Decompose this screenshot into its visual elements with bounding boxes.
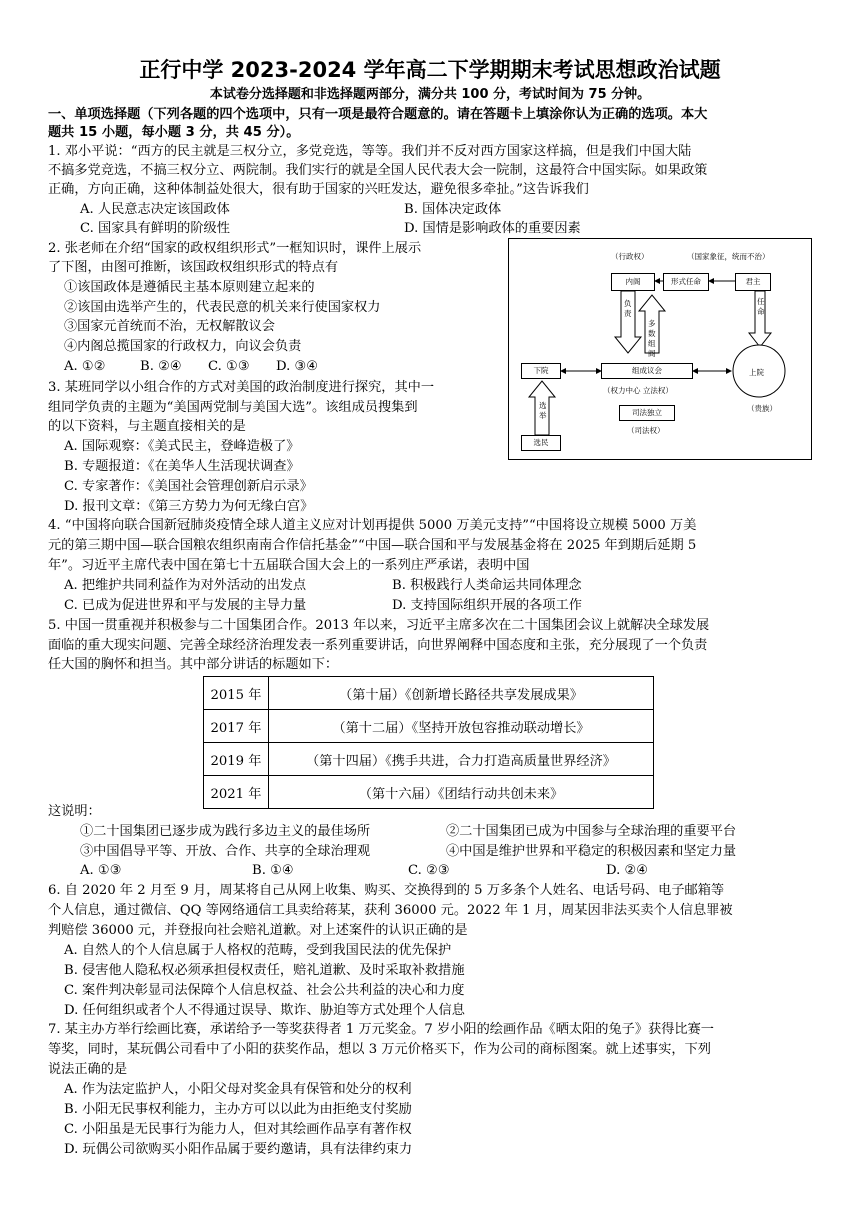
q6-option-b: B. 侵害他人隐私权必须承担侵权责任，赔礼道歉、及时采取补救措施	[64, 963, 465, 978]
q6-stem: 6. 自 2020 年 2 月至 9 月，周某将自己从网上收集、购买、交换得到的 5 万多条个人姓名、电话号码、电子邮箱等	[48, 883, 725, 898]
exam-title: 正行中学 2023-2024 学年高二下学期期末考试思想政治试题	[139, 58, 721, 82]
q1-option-a: A. 人民意志决定该国政体	[80, 202, 230, 217]
q4-option-b: B. 积极践行人类命运共同体理念	[392, 578, 582, 593]
q7-option-a: A. 作为法定监护人，小阳父母对奖金具有保管和处分的权利	[64, 1082, 412, 1097]
q1-stem: 1. 邓小平说：“西方的民主就是三权分立，多党竞选，等等。我们并不反对西方国家这样搞，但是我们中国大陆	[48, 144, 692, 159]
q1-option-b: B. 国体决定政体	[404, 202, 502, 217]
q5-explain: 这说明：	[48, 804, 101, 819]
table-title: （第十二届）《坚持开放包容推动联动增长》	[269, 710, 654, 743]
box-cabinet: 内阁	[611, 273, 655, 291]
q5-stem: 面临的重大现实问题、完善全球经济治理发表一系列重要讲话，向世界阐释中国态度和主张，充分展现了一个负责	[48, 638, 708, 653]
q3-stem: 3. 某班同学以小组合作的方式对美国的政治制度进行探究，其中一	[48, 380, 435, 395]
table-title: （第十六届）《团结行动共创未来》	[269, 776, 654, 809]
label-upper-house: 上院	[749, 368, 764, 377]
q1-stem: 不搞多党竞选，不搞三权分立、两院制。我们实行的就是全国人民代表大会一院制，这最符合中国实际。如果政策	[48, 163, 708, 178]
q4-stem: 元的第三期中国—联合国粮农组织南南合作信托基金”“中国—联合国和平与发展基金将在 2025 年到期后延期 5	[48, 538, 697, 553]
q4-option-c: C. 已成为促进世界和平与发展的主导力量	[64, 598, 307, 613]
q5-stem: 任大国的胸怀和担当。其中部分讲话的标题如下：	[48, 657, 339, 672]
q7-stem: 说法正确的是	[48, 1062, 128, 1077]
q3-option-d: D. 报刊文章：《第三方势力为何无缘白宫》	[64, 499, 314, 514]
q5-item-3: ③中国倡导平等、开放、合作、共享的全球治理观	[80, 844, 371, 859]
q2-option-b: B. ②④	[140, 359, 182, 374]
q3-option-a: A. 国际观察：《美式民主，登峰造极了》	[64, 439, 300, 454]
label-symbol: （国家象征，统而不治）	[687, 252, 770, 261]
label-nobles: （贵族）	[747, 404, 777, 413]
q5-option-a: A. ①③	[80, 863, 122, 878]
table-year: 2017 年	[204, 710, 269, 743]
q2-item-1: ①该国政体是遵循民主基本原则建立起来的	[64, 280, 315, 295]
label-executive: （行政权）	[611, 252, 649, 261]
q2-stem: 了下图，由图可推断，该国政权组织形式的特点有	[48, 260, 339, 275]
q7-option-d: D. 玩偶公司欲购买小阳作品属于要约邀请，具有法律约束力	[64, 1142, 413, 1157]
table-year: 2019 年	[204, 743, 269, 776]
q2-item-4: ④内阁总揽国家的行政权力，向议会负责	[64, 339, 302, 354]
table-row	[204, 743, 654, 776]
label-majority: 多数组阁	[648, 319, 656, 358]
q5-option-d: D. ②④	[606, 863, 649, 878]
box-judicial-independence: 司法独立	[619, 405, 675, 421]
g20-speech-table	[203, 676, 654, 809]
box-parliament: 组成议会	[601, 363, 693, 379]
box-monarch: 君主	[735, 273, 771, 291]
q5-option-c: C. ②③	[408, 863, 450, 878]
q1-option-d: D. 国情是影响政体的重要因素	[404, 221, 581, 236]
q7-stem: 7. 某主办方举行绘画比赛，承诺给予一等奖获得者 1 万元奖金。7 岁小阳的绘画作品《晒太阳的兔子》获得比赛一	[48, 1022, 714, 1037]
q7-option-c: C. 小阳虽是无民事行为能力人，但对其绘画作品享有著作权	[64, 1122, 412, 1137]
q2-option-c: C. ①③	[208, 359, 250, 374]
q7-stem: 等奖，同时，某玩偶公司看中了小阳的获奖作品，想以 3 万元价格买下，作为公司的商标图案。就上述事实，下列	[48, 1042, 711, 1057]
q3-stem: 的以下资料，与主题直接相关的是	[48, 419, 246, 434]
q5-item-2: ②二十国集团已成为中国参与全球治理的重要平台	[446, 824, 737, 839]
label-elect: 选举	[539, 401, 547, 420]
q6-option-a: A. 自然人的个人信息属于人格权的范畴，受到我国民法的优先保护	[64, 943, 452, 958]
q5-stem: 5. 中国一贯重视并积极参与二十国集团合作。2013 年以来，习近平主席多次在二十国集团会议上就解决全球发展	[48, 618, 710, 633]
q6-stem: 判赔偿 36000 元，并登报向社会赔礼道歉。对上述案件的认识正确的是	[48, 923, 468, 938]
q2-option-d: D. ③④	[276, 359, 319, 374]
q2-item-3: ③国家元首统而不治，无权解散议会	[64, 319, 275, 334]
q1-stem: 正确，方向正确，这种体制益处很大，很有助于国家的兴旺发达，避免很多牵扯。”这告诉我们	[48, 182, 589, 197]
q3-stem: 组同学负责的主题为“美国两党制与美国大选”。该组成员搜集到	[48, 400, 418, 415]
q6-option-c: C. 案件判决彰显司法保障个人信息权益、社会公共利益的决心和力度	[64, 983, 465, 998]
exam-subtitle: 本试卷分选择题和非选择题两部分，满分共 100 分，考试时间为 75 分钟。	[209, 87, 651, 102]
q5-item-4: ④中国是维护世界和平稳定的积极因素和坚定力量	[446, 844, 737, 859]
q5-option-b: B. ①④	[252, 863, 294, 878]
box-formal-appoint: 形式任命	[663, 273, 709, 291]
q2-stem: 2. 张老师在介绍“国家的政权组织形式”一框知识时，课件上展示	[48, 241, 422, 256]
q1-option-c: C. 国家具有鲜明的阶级性	[80, 221, 230, 236]
label-judicial: （司法权）	[627, 426, 665, 435]
table-year: 2015 年	[204, 677, 269, 710]
q3-option-b: B. 专题报道：《在美华人生活现状调查》	[64, 459, 300, 474]
q2-item-2: ②该国由选举产生的，代表民意的机关来行使国家权力	[64, 300, 381, 315]
q4-option-d: D. 支持国际组织开展的各项工作	[392, 598, 582, 613]
q6-option-d: D. 任何组织或者个人不得通过误导、欺诈、胁迫等方式处理个人信息	[64, 1003, 465, 1018]
section-heading-cont: 题共 15 小题，每小题 3 分，共 45 分）。	[48, 125, 300, 140]
table-row	[204, 677, 654, 710]
table-title: （第十届）《创新增长路径共享发展成果》	[269, 677, 654, 710]
label-responsible: 负责	[624, 299, 632, 318]
q2-option-a: A. ①②	[64, 359, 106, 374]
label-power-center: （权力中心 立法权）	[603, 386, 673, 395]
table-row	[204, 776, 654, 809]
table-row	[204, 710, 654, 743]
box-lower-house: 下院	[521, 363, 561, 379]
q4-stem: 4. “中国将向联合国新冠肺炎疫情全球人道主义应对计划再提供 5000 万美元支持”“中国将设立规模 5000 万美	[48, 518, 697, 533]
q4-stem: 年”。习近平主席代表中国在第七十五届联合国大会上的一系列庄严承诺，表明中国	[48, 558, 530, 573]
table-year: 2021 年	[204, 776, 269, 809]
q7-option-b: B. 小阳无民事权利能力，主办方可以以此为由拒绝支付奖励	[64, 1102, 412, 1117]
q3-option-c: C. 专家著作：《美国社会管理创新启示录》	[64, 479, 313, 494]
q5-item-1: ①二十国集团已逐步成为践行多边主义的最佳场所	[80, 824, 371, 839]
table-title: （第十四届）《携手共进，合力打造高质量世界经济》	[269, 743, 654, 776]
section-heading: 一、单项选择题（下列各题的四个选项中，只有一项是最符合题意的。请在答题卡上填涂你认为正确的选项。本大	[48, 107, 708, 122]
government-structure-diagram	[508, 238, 812, 460]
q4-option-a: A. 把维护共同利益作为对外活动的出发点	[64, 578, 307, 593]
label-appoint: 任命	[757, 297, 765, 316]
q6-stem: 个人信息，通过微信、QQ 等网络通信工具卖给蒋某，获利 36000 元。2022 年 1 月，周某因非法买卖个人信息罪被	[48, 903, 733, 918]
box-voters: 选民	[521, 435, 561, 451]
